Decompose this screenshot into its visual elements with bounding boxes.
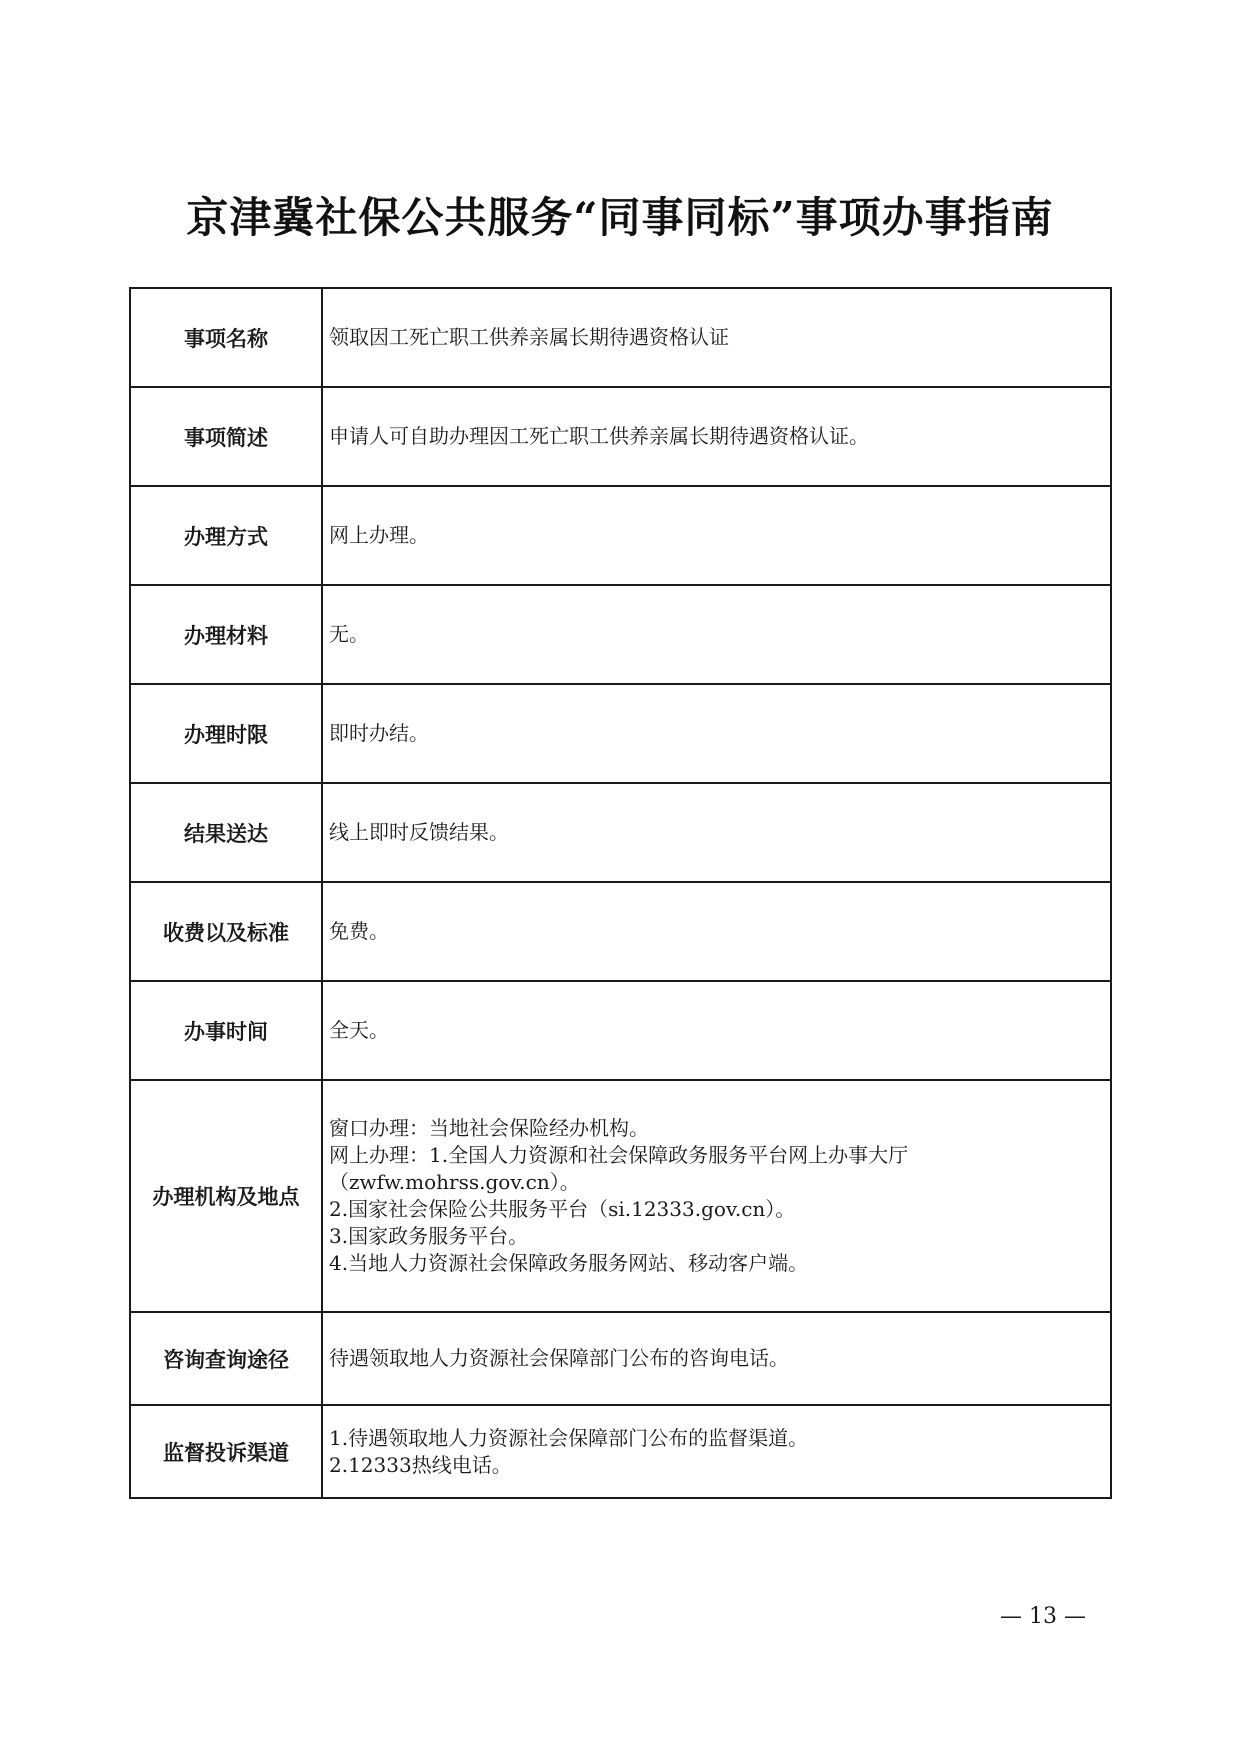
table-row [130,1080,1111,1312]
value-line: 即时办结。 [329,721,429,745]
page-number: — 13 — [1000,1604,1086,1629]
value-line: 免费。 [329,919,389,943]
value-line: 网上办理：1.全国人力资源和社会保障政务服务平台网上办事大厅 [329,1143,909,1167]
table-row [130,585,1111,684]
row-value [322,882,1111,981]
table-row [130,486,1111,585]
table-row [130,1405,1111,1498]
table-row [130,882,1111,981]
row-label: 事项简述 [130,387,322,486]
row-value [322,288,1111,387]
row-label: 办理方式 [130,486,322,585]
value-line: 待遇领取地人力资源社会保障部门公布的咨询电话。 [329,1346,789,1370]
row-value [322,684,1111,783]
value-line: 线上即时反馈结果。 [329,820,509,844]
row-label: 事项名称 [130,288,322,387]
value-line: 全天。 [329,1018,389,1042]
value-line: 2.12333热线电话。 [329,1452,512,1477]
service-guide-table [129,287,1112,1499]
row-label: 办理材料 [130,585,322,684]
row-value [322,783,1111,882]
row-label: 办理机构及地点 [130,1080,322,1312]
table-row [130,981,1111,1080]
table-row [130,387,1111,486]
row-value [322,486,1111,585]
value-line: 3.国家政务服务平台。 [329,1224,529,1248]
row-value [322,1405,1111,1498]
row-label: 收费以及标准 [130,882,322,981]
value-line: 申请人可自助办理因工死亡职工供养亲属长期待遇资格认证。 [329,424,869,448]
document-title: 京津冀社保公共服务“同事同标”事项办事指南 [186,193,1054,242]
row-value [322,1312,1111,1405]
table-row [130,288,1111,387]
table-row [130,783,1111,882]
table-row [130,684,1111,783]
row-label: 办理时限 [130,684,322,783]
table-row [130,1312,1111,1405]
row-label: 监督投诉渠道 [130,1405,322,1498]
row-value [322,981,1111,1080]
value-line: （zwfw.mohrss.gov.cn）。 [329,1170,580,1194]
value-line: 领取因工死亡职工供养亲属长期待遇资格认证 [329,325,729,349]
row-value [322,1080,1111,1312]
row-label: 结果送达 [130,783,322,882]
value-line: 窗口办理：当地社会保险经办机构。 [329,1116,649,1140]
value-line: 2.国家社会保险公共服务平台（si.12333.gov.cn）。 [329,1197,796,1221]
row-label: 办事时间 [130,981,322,1080]
row-value [322,585,1111,684]
row-value [322,387,1111,486]
value-line: 无。 [329,622,369,646]
value-line: 网上办理。 [329,523,429,547]
value-line: 1.待遇领取地人力资源社会保障部门公布的监督渠道。 [329,1425,809,1450]
row-label: 咨询查询途径 [130,1312,322,1405]
value-line: 4.当地人力资源社会保障政务服务网站、移动客户端。 [329,1251,809,1275]
